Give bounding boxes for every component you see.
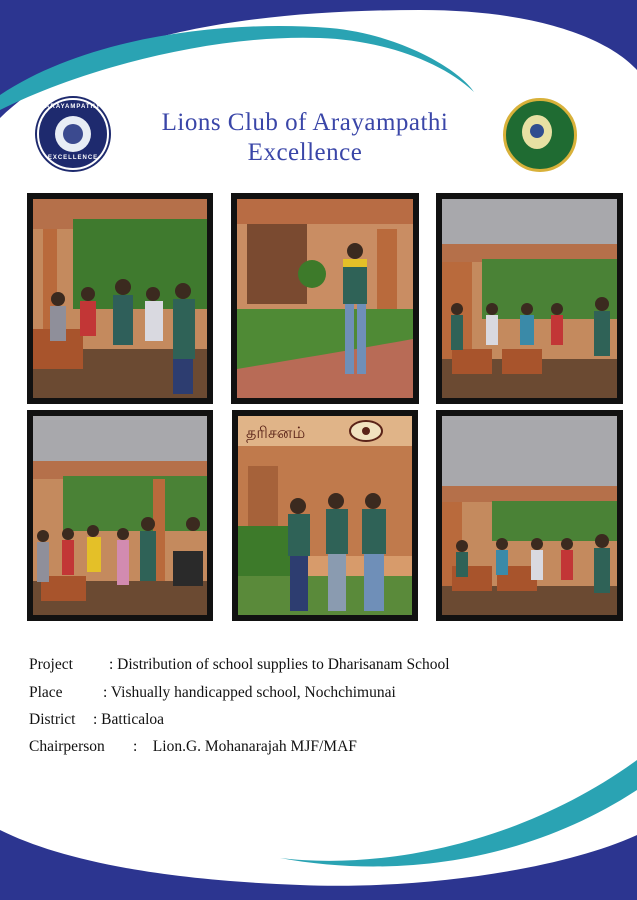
lions-emblem-icon: [522, 115, 552, 149]
project-row: [29, 656, 450, 674]
place-row: [29, 684, 396, 702]
photo-distribution-1: [27, 193, 213, 404]
club-logo-left: [37, 98, 109, 170]
title-line-1: Lions Club of Arayampathi: [161, 109, 449, 136]
photo-distribution-2: [436, 193, 623, 404]
school-sign-text: தரிசனம்: [246, 423, 306, 442]
title-line-2: Excellence: [247, 139, 363, 166]
project-value: : Distribution of school supplies to Dharisanam School: [109, 656, 450, 673]
place-value: : Vishually handicapped school, Nochchimunai: [103, 684, 396, 701]
project-label: Project: [29, 656, 73, 673]
chairperson-value: : Lion.G. Mohanarajah MJF/MAF: [133, 738, 357, 755]
chairperson-row: [29, 738, 357, 756]
district-row: [29, 711, 164, 729]
logo-ring-bottom-text: EXCELLENCE: [47, 155, 99, 161]
district-label: District: [29, 711, 76, 728]
photo-distribution-4: [436, 410, 623, 621]
chairperson-label: Chairperson: [29, 738, 105, 755]
page-title: [115, 108, 495, 168]
photo-lion-member-standing: [231, 193, 419, 404]
photo-three-lion-members: [232, 410, 418, 621]
lions-international-logo: [503, 98, 577, 172]
photo-distribution-3: [27, 410, 213, 621]
lion-emblem-icon: [55, 116, 91, 152]
place-label: Place: [29, 684, 63, 701]
logo-ring-top-text: ARAYAMPATHY: [45, 104, 101, 110]
district-value: : Batticaloa: [93, 711, 165, 728]
